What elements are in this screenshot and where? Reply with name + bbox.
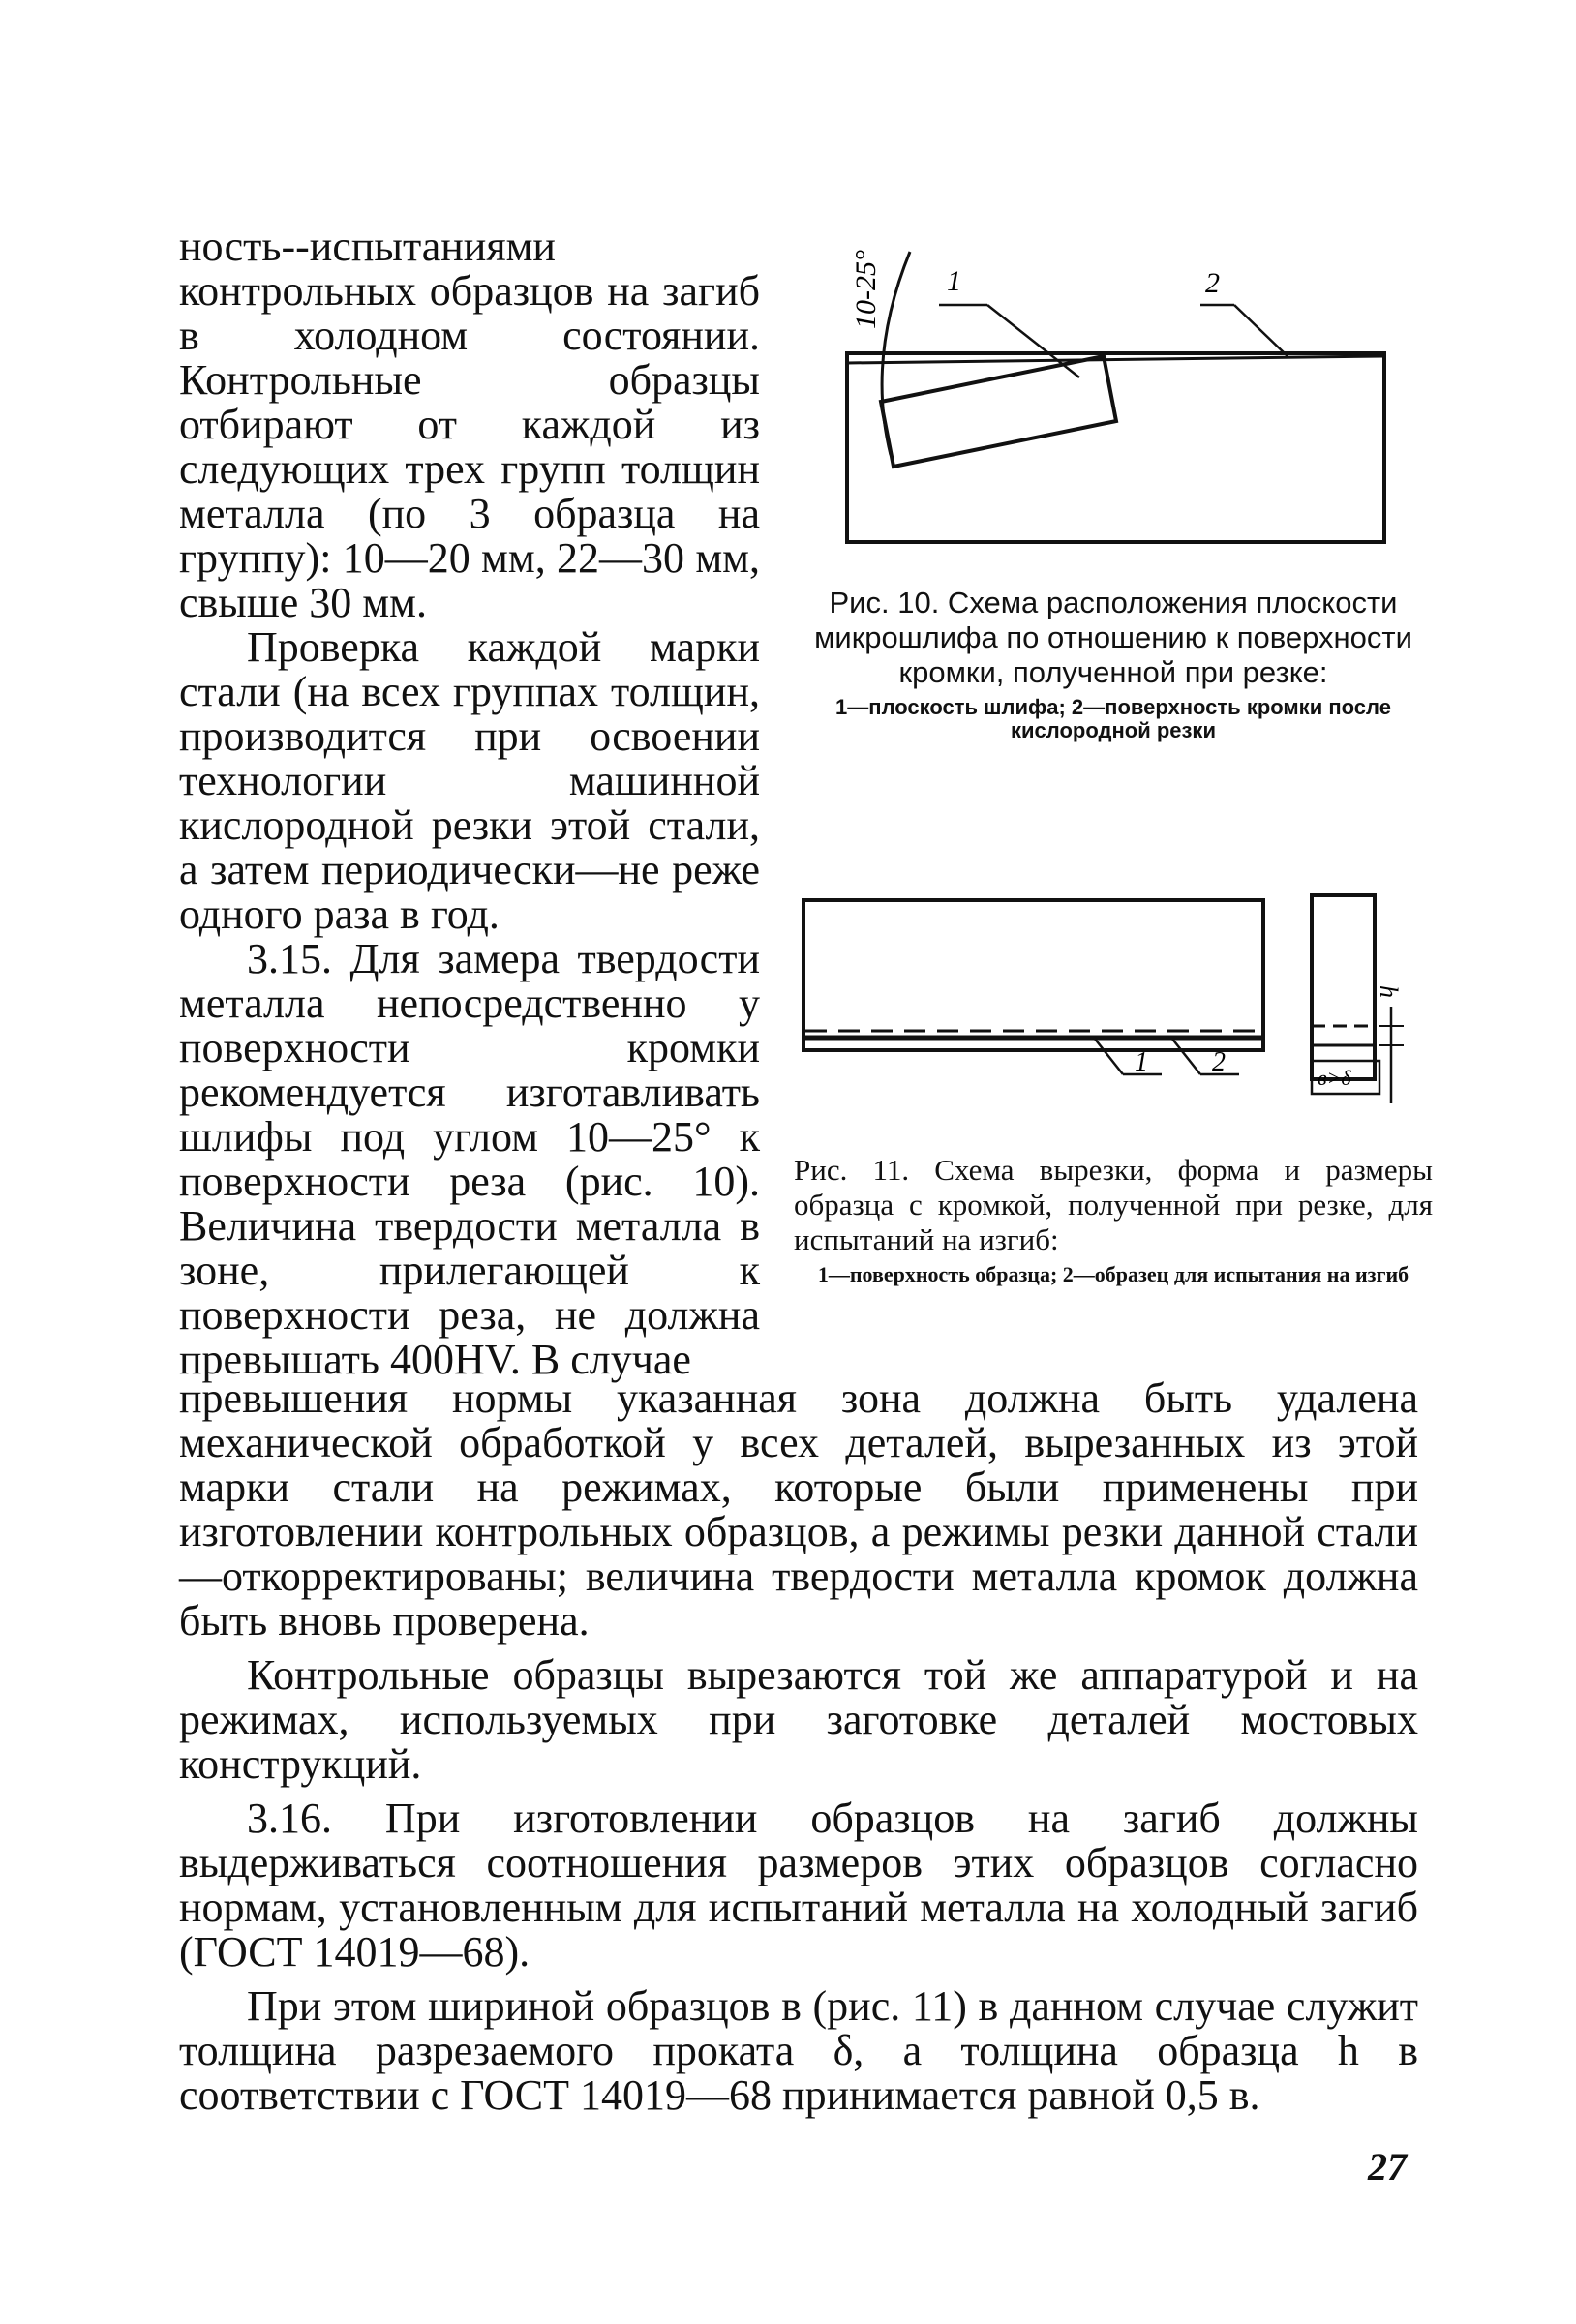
- thickness-label: h: [1375, 985, 1403, 998]
- paragraph: 3.15. Для замера твердости металла непосредственно у поверхности кромки рекомендуется изготавливать шлифы под углом 10—25° к поверхности реза (рис. 10). Величина твердости металла в зоне, прилегающей к поверхности реза, не должна превышать 400HV. В случае: [179, 935, 760, 1383]
- paragraph: превышения нормы указанная зона должна быть удалена механической обработкой у всех деталей, вырезанных из этой марки стали на режимах, которые были применены при изготовлении контрольных образцов, а режимы резки данной стали—откорректированы; величина твердости металла кромок должна быть вновь проверена.: [179, 1374, 1418, 1645]
- figure-11-label-1: 1: [1135, 1047, 1148, 1077]
- width-label: в>δ: [1318, 1066, 1351, 1090]
- figure-11-label-2: 2: [1212, 1047, 1226, 1077]
- plate-outline: [847, 353, 1384, 542]
- figure-11-legend: 1—поверхность образца; 2—образец для испытания на изгиб: [817, 1262, 1409, 1286]
- paragraph: Контрольные образцы вырезаются той же аппаратурой и на режимах, используемых при заготовке деталей мостовых конструкций.: [179, 1651, 1418, 1788]
- left-column-text: [179, 225, 760, 1382]
- figure-10-label-2: 2: [1205, 267, 1220, 299]
- figure-10: [794, 232, 1433, 742]
- leader-1: [1094, 1038, 1123, 1074]
- figure-10-label-1: 1: [947, 265, 961, 297]
- leader-2: [1171, 1038, 1200, 1074]
- figure-10-legend: 1—плоскость шлифа; 2—поверхность кромки после кислородной резки: [835, 695, 1391, 742]
- figure-11-drawing: [794, 871, 1433, 1123]
- microsection-specimen: [881, 356, 1116, 467]
- figure-11: [794, 871, 1433, 1286]
- figure-10-caption: Рис. 10. Схема расположения плоскости микрошлифа по отношению к поверхности кромки, полученной при резке:: [814, 586, 1412, 689]
- angle-label: 10-25°: [850, 250, 882, 329]
- paragraph: Проверка каждой марки стали (на всех группах толщин, производится при освоении технологии машинной кислородной резки этой стали, а затем периодически—не реже одного раза в год.: [179, 623, 760, 938]
- paragraph: При этом шириной образцов в (рис. 11) в данном случае служит толщина разрезаемого проката δ, а толщина образца h в соответствии с ГОСТ 14019—68 принимается равной 0,5 в.: [179, 1982, 1418, 2119]
- paragraph: ность--испытаниями контрольных образцов на загиб в холодном состоянии. Контрольные образцы отбирают от каждой из следующих трех групп толщин металла (по 3 образца на группу): 10—20 мм, 22—30 мм, свыше 30 мм.: [179, 223, 760, 626]
- full-width-text: [179, 1376, 1418, 2128]
- page-number: 27: [1368, 2145, 1407, 2188]
- figure-11-caption: Рис. 11. Схема вырезки, форма и размеры образца с кромкой, полученной при резке, для испытаний на изгиб:: [794, 1153, 1433, 1256]
- figure-10-drawing: [794, 232, 1433, 571]
- plate-outline: [803, 900, 1263, 1050]
- cut-surface-line: [847, 356, 1384, 363]
- paragraph: 3.16. При изготовлении образцов на загиб должны выдерживаться соотношения размеров этих образцов согласно нормам, установленным для испытаний металла на холодный загиб (ГОСТ 14019—68).: [179, 1795, 1418, 1976]
- side-section: [1312, 895, 1375, 1079]
